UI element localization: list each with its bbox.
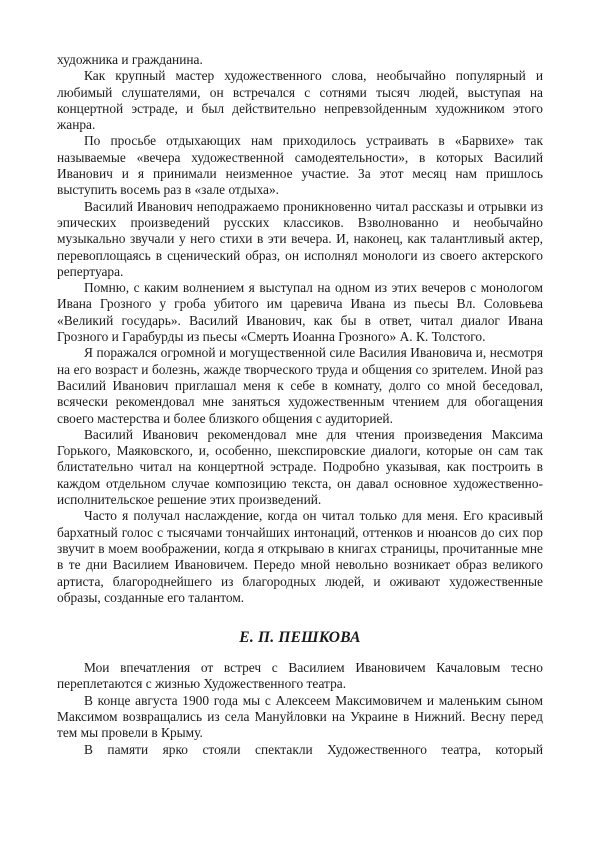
author-heading: Е. П. ПЕШКОВА (239, 629, 361, 647)
paragraph: Мои впечатления от встреч с Василием Ивановичем Качаловым тесно переплетаются с жизнью Художественного театра. (57, 660, 543, 692)
paragraph: По просьбе отдыхающих нам приходилось устраивать в «Барвихе» так называемые «вечера художественной самодеятельности», в которых Василий Иванович и я принимали неизменное участие. За этот месяц нам пришлось выступить восемь раз в «зале отдыха». (57, 133, 543, 198)
paragraph: Часто я получал наслаждение, когда он читал только для меня. Его красивый бархатный голос с тысячами тончайших интонаций, оттенков и нюансов до сих пор звучит в моем воображении, когда я открываю в книгах страницы, прочитанные мне в те дни Василием Ивановичем. Передо мной невольно возникает образ великого артиста, благороднейшего из благородных людей, и оживают художественные образы, созданные его талантом. (57, 508, 543, 605)
document-page (57, 52, 543, 758)
paragraph: В конце августа 1900 года мы с Алексеем Максимовичем и маленьким сыном Максимом возвращались из села Мануйловки на Украине в Нижний. Весну перед тем мы провели в Крыму. (57, 692, 543, 741)
paragraph: Я поражался огромной и могущественной силе Василия Ивановича и, несмотря на его возраст и болезнь, жажде творческого труда и общения со зрителем. Иной раз Василий Иванович приглашал меня к себе в комнату, долго со мной беседовал, всячески рекомендовал мне заняться художественным чтением для обогащения своего мастерства и более близкого общения с аудиторией. (57, 345, 543, 426)
paragraph-truncated: В памяти ярко стояли спектакли Художественного театра, который (84, 741, 543, 757)
memoir-section-2 (57, 660, 543, 758)
paragraph: Помню, с каким волнением я выступал на одном из этих вечеров с монологом Ивана Грозного у гроба убитого им царевича Ивана из пьесы Вл. Соловьева «Великий государь». Василий Иванович, как бы в ответ, читал диалог Ивана Грозного и Гарабурды из пьесы «Смерть Иоанна Грозного» А. К. Толстого. (57, 280, 543, 345)
paragraph: Как крупный мастер художественного слова, необычайно популярный и любимый слушателями, он встречался с сотнями тысяч людей, выступая на концертной эстраде, и был действительно непревзойденным художником этого жанра. (57, 68, 543, 133)
paragraph: Василий Иванович рекомендовал мне для чтения произведения Максима Горького, Маяковского, и, особенно, шекспировские диалоги, которые он сам так блистательно читал на концертной эстраде. Подробно указывая, как построить в каждом отдельном случае композицию текста, он давал основное художественно-исполнительское решение этих произведений. (57, 426, 543, 508)
paragraph: Василий Иванович неподражаемо проникновенно читал рассказы и отрывки из эпических произведений русских классиков. Взволнованно и необычайно музыкально звучали у него стихи в эти вечера. И, наконец, как талантливый актер, перевоплощаясь в сценический образ, он исполнял монологи из своего актерского репертуара. (57, 198, 543, 279)
paragraph-continuation: художника и гражданина. (57, 52, 203, 67)
memoir-section-1 (57, 52, 543, 606)
